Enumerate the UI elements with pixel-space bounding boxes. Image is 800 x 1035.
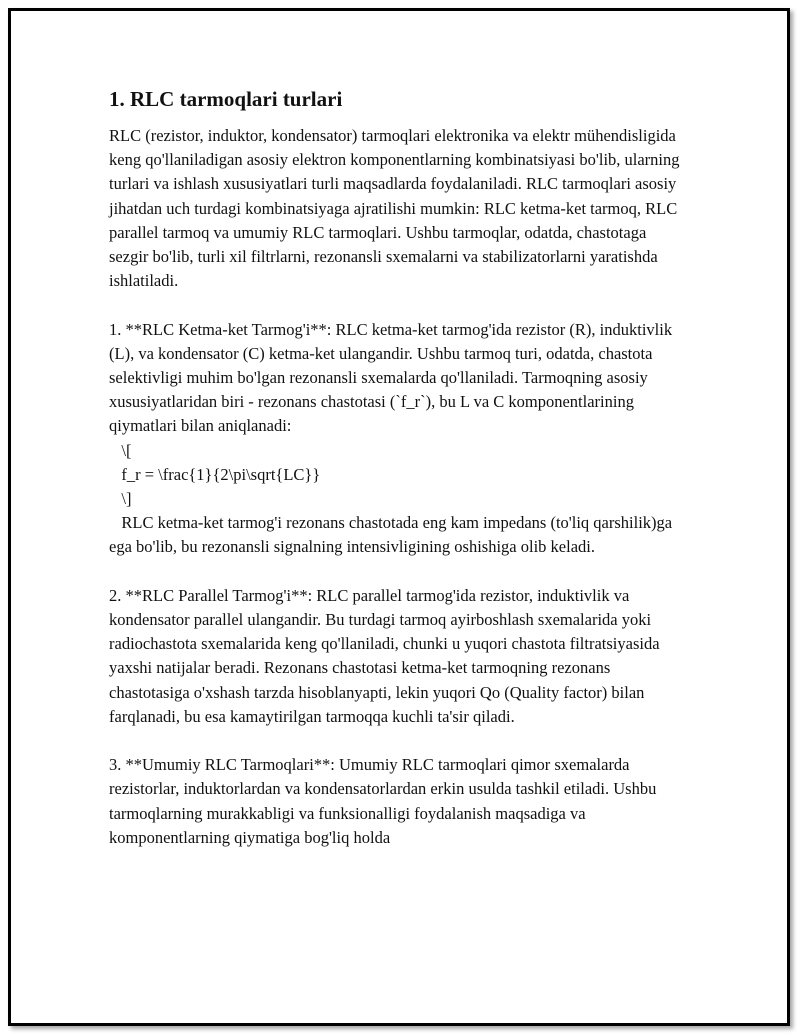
paragraph-gap: [109, 560, 689, 584]
document-body: [109, 86, 689, 850]
paragraph-gap: [109, 729, 689, 753]
section-heading: 1. RLC tarmoqlari turlari: [109, 87, 343, 111]
paragraph-gap: [109, 293, 689, 317]
formula-close: \]: [109, 489, 132, 509]
item1-after-paragraph: RLC ketma-ket tarmog'i rezonans chastotada eng kam impedans (to'liq qarshilik)ga ega bo'lib, bu rezonansli signalning intensivligining oshishiga olib keladi.: [109, 513, 677, 557]
formula-open: \[: [109, 440, 132, 460]
item2-paragraph: 2. **RLC Parallel Tarmog'i**: RLC parallel tarmog'ida rezistor, induktivlik va kondensator parallel ulangandir. Bu turdagi tarmoq ayirboshlash sxemalarida yoki radiochastota sxemalarida keng qo'llaniladi, chunki u yuqori chastota filtratsiyasida yaxshi natijalar beradi. Rezonans chastotasi ketma-ket tarmoqning rezonans chastotasiga o'xshash tarzda hisoblanyapti, lekin yuqori Qo (Quality factor) bilan farqlanadi, bu esa kamaytirilgan tarmoqqa kuchli ta'sir qiladi.: [109, 585, 664, 726]
item1-paragraph: 1. **RLC Ketma-ket Tarmog'i**: RLC ketma-ket tarmog'ida rezistor (R), induktivlik (L), va kondensator (C) ketma-ket ulangandir. Ushbu tarmoq turi, odatda, chastota selektivligi muhim bo'lgan rezonansli sxemalarda qo'llaniladi. Tarmoqning asosiy xususiyatlaridan biri - rezonans chastotasi (`f_r`), bu L va C komponentlarining qiymatlari bilan aniqlanadi:: [109, 319, 677, 436]
formula-line: f_r = \frac{1}{2\pi\sqrt{LC}}: [109, 464, 321, 484]
item3-paragraph: 3. **Umumiy RLC Tarmoqlari**: Umumiy RLC tarmoqlari qimor sxemalarda rezistorlar, induktorlardan va kondensatorlardan erkin usulda tashkil etiladi. Ushbu tarmoqlarning murakkabligi va funksionalligi foydalanish maqsadiga va komponentlarning qiymatiga bog'liq holda: [109, 755, 661, 847]
intro-paragraph: RLC (rezistor, induktor, kondensator) tarmoqlari elektronika va elektr mühendisligida keng qo'llaniladigan asosiy elektron komponentlarning kombinatsiyasi bo'lib, ularning turlari va ishlash xususiyatlari turli maqsadlarda foydalaniladi. RLC tarmoqlari asosiy jihatdan uch turdagi kombinatsiyaga ajratilishi mumkin: RLC ketma-ket tarmoq, RLC parallel tarmoq va umumiy RLC tarmoqlari. Ushbu tarmoqlar, odatda, chastotaga sezgir bo'lib, turli xil filtrlarni, rezonansli sxemalarni va stabilizatorlarni yaratishda ishlatiladi.: [109, 126, 684, 291]
